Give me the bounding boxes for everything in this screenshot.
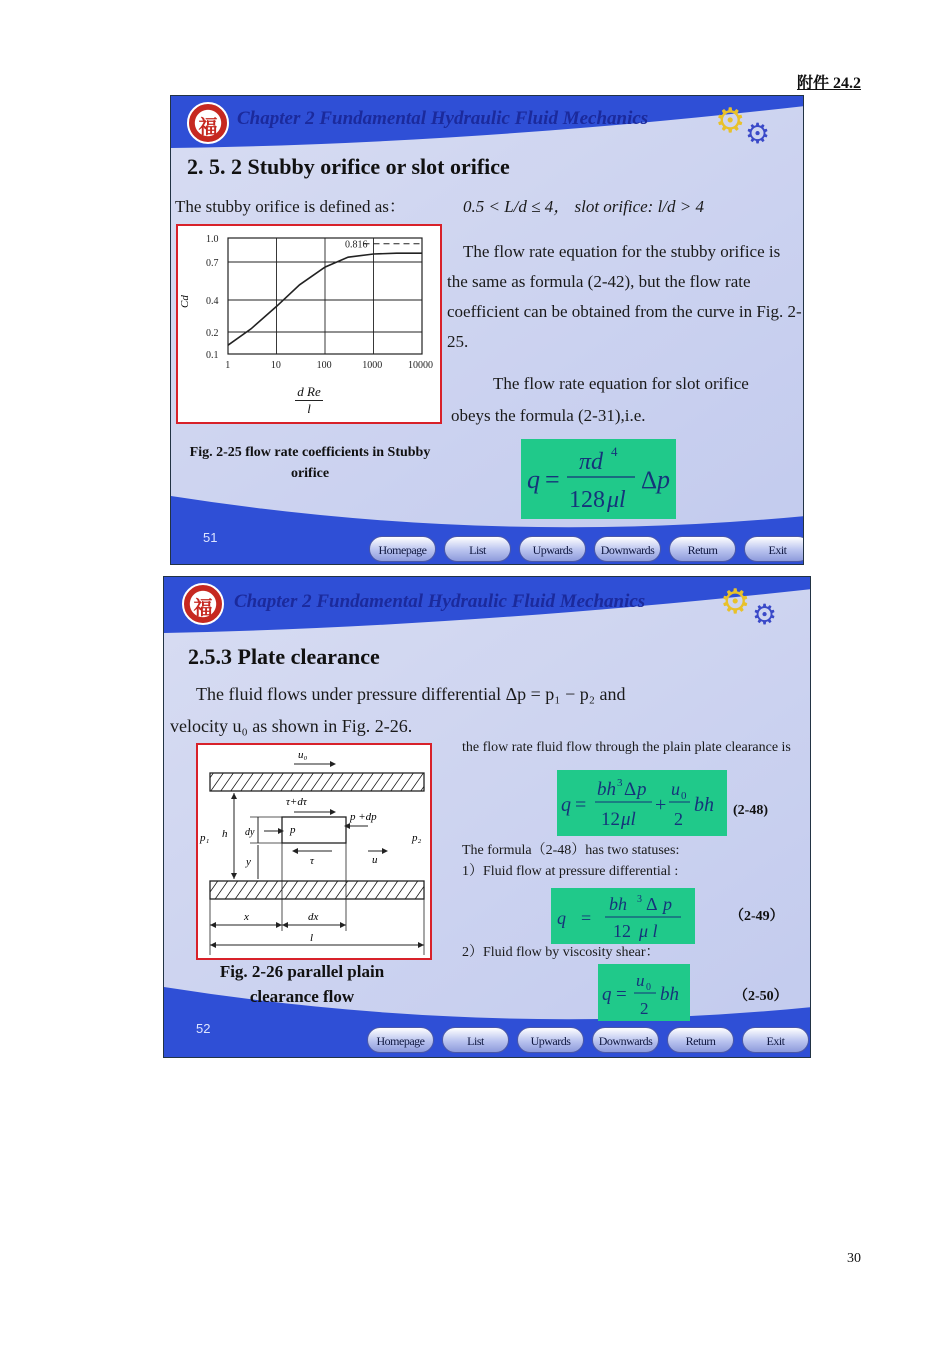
label-p: p [290, 824, 296, 836]
svg-text:u: u [671, 779, 680, 799]
downwards-button[interactable]: Downwards [592, 1027, 659, 1053]
slide-52 [163, 576, 811, 1058]
label-y: y [246, 856, 251, 868]
top-plate [210, 773, 424, 791]
equation-number-2-49: （2-49） [730, 909, 784, 924]
section-title: 2.5.3 Plate clearance [188, 644, 380, 669]
svg-text:πd: πd [579, 449, 604, 475]
label-dy: dy [245, 827, 255, 838]
y-tick-label: 0.2 [206, 328, 219, 339]
x-tick-label: 100 [316, 360, 332, 371]
label-tau-dtau: τ+dτ [286, 796, 307, 808]
upwards-button[interactable]: Upwards [517, 1027, 584, 1053]
label-u0: u₀ [298, 749, 308, 761]
y-axis-label: Cd [179, 295, 191, 308]
svg-text:q: q [527, 465, 540, 494]
svg-text:bh: bh [609, 894, 627, 914]
y-tick-label: 0.4 [206, 296, 219, 307]
stubby-flow-paragraph: The flow rate equation for the stubby orifice is the same as formula (2-42), but the flow rate coefficient can be obtained from the curve in Fig. 2-25. [447, 242, 802, 351]
svg-text:q: q [557, 908, 566, 928]
svg-text:q: q [561, 794, 571, 816]
y-tick-label: 0.1 [206, 350, 219, 361]
x-tick-label: 1 [225, 360, 231, 371]
svg-text:=: = [616, 984, 627, 1005]
slide-number: 51 [203, 530, 218, 545]
svg-text:q: q [602, 984, 612, 1005]
return-button[interactable]: Return [667, 1027, 734, 1053]
y-tick-label: 0.7 [206, 258, 219, 269]
homepage-button[interactable]: Homepage [369, 536, 436, 562]
svg-text:p: p [637, 779, 647, 800]
formula-2-50 [598, 964, 690, 1021]
exit-button[interactable]: Exit [742, 1027, 809, 1053]
svg-text:2: 2 [640, 999, 649, 1018]
slide-51 [170, 95, 804, 565]
label-p-dp: p +dp [350, 811, 377, 823]
x-tick-label: 1000 [362, 360, 383, 371]
asymptote-label: 0.816 [345, 239, 368, 251]
svg-text:4: 4 [611, 444, 618, 459]
svg-text:=: = [581, 908, 592, 928]
slide-header-title: Chapter 2 Fundamental Hydraulic Fluid Mechanics [237, 108, 649, 129]
svg-text:μl: μl [621, 809, 636, 830]
label-u: u [372, 854, 378, 866]
slide-number: 52 [196, 1021, 211, 1036]
list-button[interactable]: List [442, 1027, 509, 1053]
figure-caption: Fig. 2-25 flow rate coefficients in Stubby orifice [189, 445, 431, 481]
svg-text:bh: bh [660, 984, 679, 1005]
slide-header-title: Chapter 2 Fundamental Hydraulic Fluid Mechanics [234, 591, 646, 612]
clearance-flow-diagram [198, 745, 430, 958]
svg-text:p: p [663, 894, 672, 914]
label-tau: τ [310, 855, 314, 867]
downwards-button[interactable]: Downwards [594, 536, 661, 562]
svg-text:0: 0 [681, 790, 687, 802]
formula-2-48 [557, 770, 727, 836]
svg-text:=: = [575, 794, 587, 816]
x-tick-label: 10 [270, 360, 281, 371]
return-button[interactable]: Return [669, 536, 736, 562]
svg-text:Δ: Δ [641, 467, 658, 494]
x-axis-label-denominator: l [307, 401, 311, 416]
equation-number-2-50: （2-50） [734, 989, 788, 1004]
svg-text:0: 0 [646, 982, 651, 993]
attachment-label: 附件 24.2 [796, 75, 861, 92]
navigation-bar [369, 536, 804, 562]
intro-line-1: The fluid flows under pressure differential Δp = p₁ − p₂ and [196, 684, 626, 704]
page-number: 30 [847, 1251, 861, 1266]
svg-text:=: = [545, 465, 560, 494]
list-button[interactable]: List [444, 536, 511, 562]
svg-text:p: p [657, 465, 670, 494]
homepage-button[interactable]: Homepage [367, 1027, 434, 1053]
x-axis-label-numerator: d Re [297, 384, 321, 399]
gear-icon: ⚙ [720, 582, 751, 622]
university-logo: 福 [182, 583, 224, 625]
svg-text:μl: μl [607, 487, 626, 513]
status-1-text: 1）Fluid flow at pressure differential : [462, 864, 679, 879]
gear-icon: ⚙ [745, 117, 771, 150]
navigation-bar [367, 1027, 809, 1053]
gear-icon: ⚙ [752, 598, 778, 631]
svg-text:3: 3 [637, 894, 642, 905]
label-dx: dx [308, 911, 319, 923]
svg-text:2: 2 [674, 809, 683, 829]
label-p2: p₂ [412, 832, 422, 844]
svg-text:3: 3 [617, 777, 623, 789]
label-h: h [222, 828, 228, 840]
figure-caption: Fig. 2-26 parallel plain clearance flow [219, 962, 385, 1006]
svg-text:12: 12 [601, 809, 620, 830]
svg-text:12: 12 [613, 921, 631, 941]
figure-2-25 [176, 224, 442, 424]
definition-text: The stubby orifice is defined as： [175, 197, 406, 216]
label-p1: p₁ [200, 832, 210, 844]
svg-text:bh: bh [694, 794, 714, 816]
svg-text:Δ: Δ [624, 779, 637, 800]
flow-rate-text: the flow rate fluid flow through the plain plate clearance is [462, 740, 791, 755]
figure-2-26 [196, 743, 432, 960]
svg-text:u: u [636, 971, 645, 990]
label-l: l [310, 932, 314, 944]
slot-orifice-formula [521, 439, 676, 519]
status-2-text: 2）Fluid flow by viscosity shear： [462, 945, 660, 960]
svg-text:bh: bh [597, 779, 616, 800]
exit-button[interactable]: Exit [744, 536, 804, 562]
x-axis-label [274, 384, 344, 417]
intro-line-2: velocity u₀ as shown in Fig. 2-26. [170, 716, 413, 736]
section-title: 2. 5. 2 Stubby orifice or slot orifice [187, 154, 510, 179]
y-tick-label: 1.0 [206, 234, 219, 245]
formula-2-49 [551, 888, 695, 944]
svg-text:128: 128 [569, 487, 605, 513]
definition-math: 0.5 < L/d ≤ 4， slot orifice: l/d > 4 [463, 197, 704, 216]
label-x: x [244, 911, 249, 923]
equation-number-2-48: (2-48) [733, 803, 768, 818]
statuses-text: The formula（2-48）has two statuses: [462, 843, 680, 858]
svg-text:Δ: Δ [646, 894, 658, 914]
slot-flow-paragraph: The flow rate equation for slot orifice obeys the formula (2-31),i.e. [451, 374, 749, 425]
x-tick-label: 10000 [408, 360, 433, 371]
svg-text:+: + [655, 794, 667, 816]
upwards-button[interactable]: Upwards [519, 536, 586, 562]
svg-text:μ l: μ l [639, 921, 658, 941]
bottom-plate [210, 881, 424, 899]
gear-icon: ⚙ [715, 101, 746, 141]
university-logo: 福 [187, 102, 229, 144]
